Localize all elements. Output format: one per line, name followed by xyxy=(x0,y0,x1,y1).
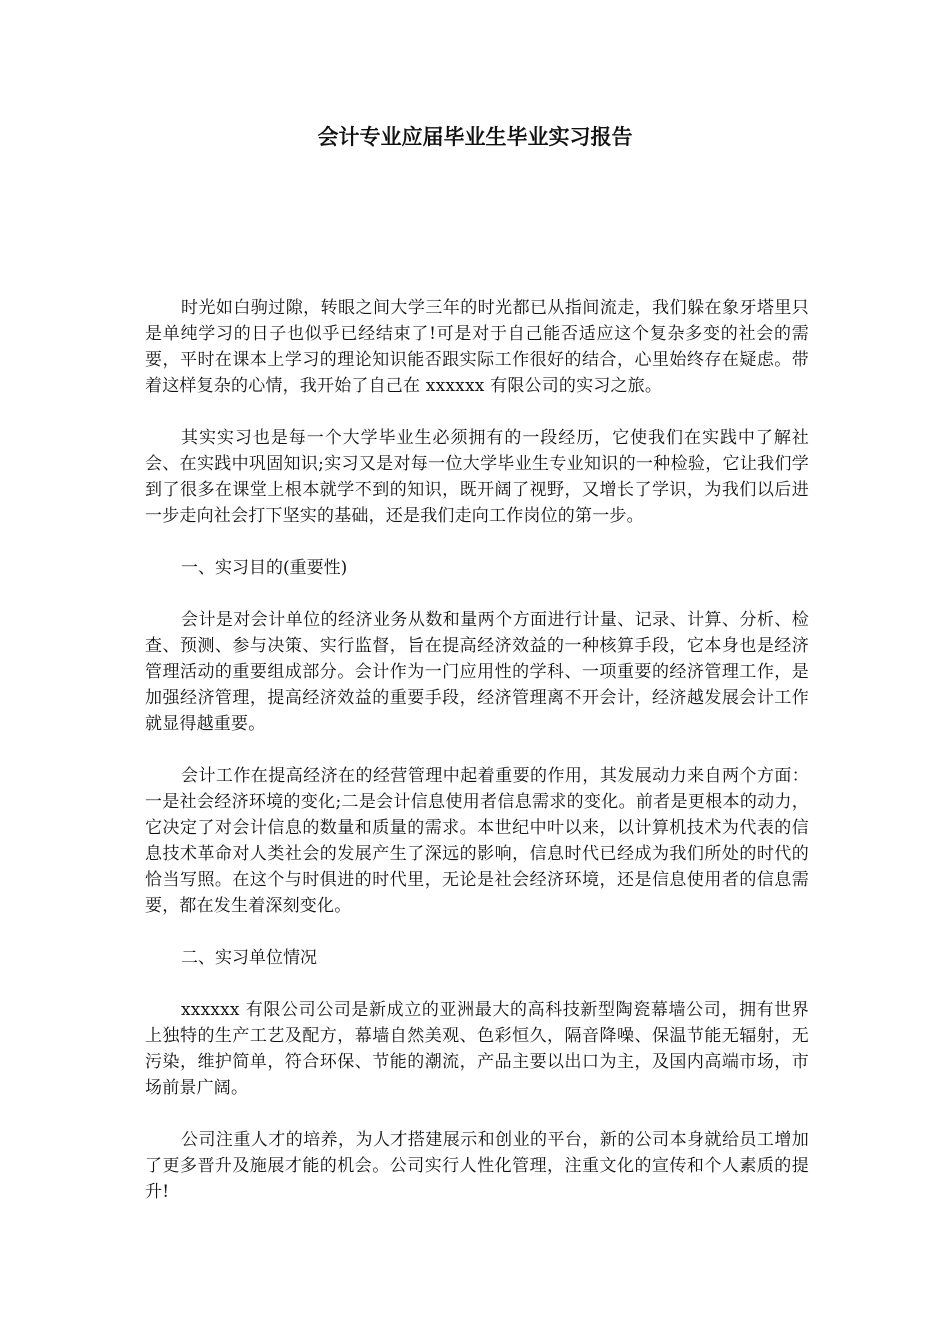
paragraph-company-talent: 公司注重人才的培养，为人才搭建展示和创业的平台，新的公司本身就给员工增加了更多晋升及施展才能的机会。公司实行人性化管理，注重文化的宣传和个人素质的提升! xyxy=(145,1130,809,1202)
document-body xyxy=(145,295,809,1231)
page-title: 会计专业应届毕业生毕业实习报告 xyxy=(317,124,633,149)
paragraph-accounting-role: 会计工作在提高经济在的经营管理中起着重要的作用，其发展动力来自两个方面：一是社会经济环境的变化;二是会计信息使用者信息需求的变化。前者是更根本的动力，它决定了对会计信息的数量和质量的需求。本世纪中叶以来，以计算机技术为代表的信息技术革命对人类社会的发展产生了深远的影响，信息时代已经成为我们所处的时代的恰当写照。在这个与时俱进的时代里，无论是社会经济环境，还是信息使用者的信息需要，都在发生着深刻变化。 xyxy=(145,766,809,916)
section-heading-company: 二、实习单位情况 xyxy=(181,948,317,968)
paragraph-company-intro: xxxxxx 有限公司公司是新成立的亚洲最大的高科技新型陶瓷幕墙公司，拥有世界上独特的生产工艺及配方，幕墙自然美观、色彩恒久，隔音降噪、保温节能无辐射，无污染，维护简单，符合环保、节能的潮流，产品主要以出口为主，及国内高端市场，市场前景广阔。 xyxy=(145,1000,809,1098)
paragraph-accounting-definition: 会计是对会计单位的经济业务从数和量两个方面进行计量、记录、计算、分析、检查、预测、参与决策、实行监督，旨在提高经济效益的一种核算手段，它本身也是经济管理活动的重要组成部分。会计作为一门应用性的学科、一项重要的经济管理工作，是加强经济管理，提高经济效益的重要手段，经济管理离不开会计，经济越发展会计工作就显得越重要。 xyxy=(145,610,809,734)
paragraph-intro: 时光如白驹过隙，转眼之间大学三年的时光都已从指间流走，我们躲在象牙塔里只是单纯学习的日子也似乎已经结束了!可是对于自己能否适应这个复杂多变的社会的需要，平时在课本上学习的理论知识能否跟实际工作很好的结合，心里始终存在疑虑。带着这样复杂的心情，我开始了自己在 xxxxxx 有限公司的实习之旅。 xyxy=(145,298,809,396)
paragraph-internship-meaning: 其实实习也是每一个大学毕业生必须拥有的一段经历，它使我们在实践中了解社会、在实践中巩固知识;实习又是对每一位大学毕业生专业知识的一种检验，它让我们学到了很多在课堂上根本就学不到的知识，既开阔了视野，又增长了学识，为我们以后进一步走向社会打下坚实的基础，还是我们走向工作岗位的第一步。 xyxy=(145,428,809,526)
section-heading-purpose: 一、实习目的(重要性) xyxy=(181,558,348,578)
